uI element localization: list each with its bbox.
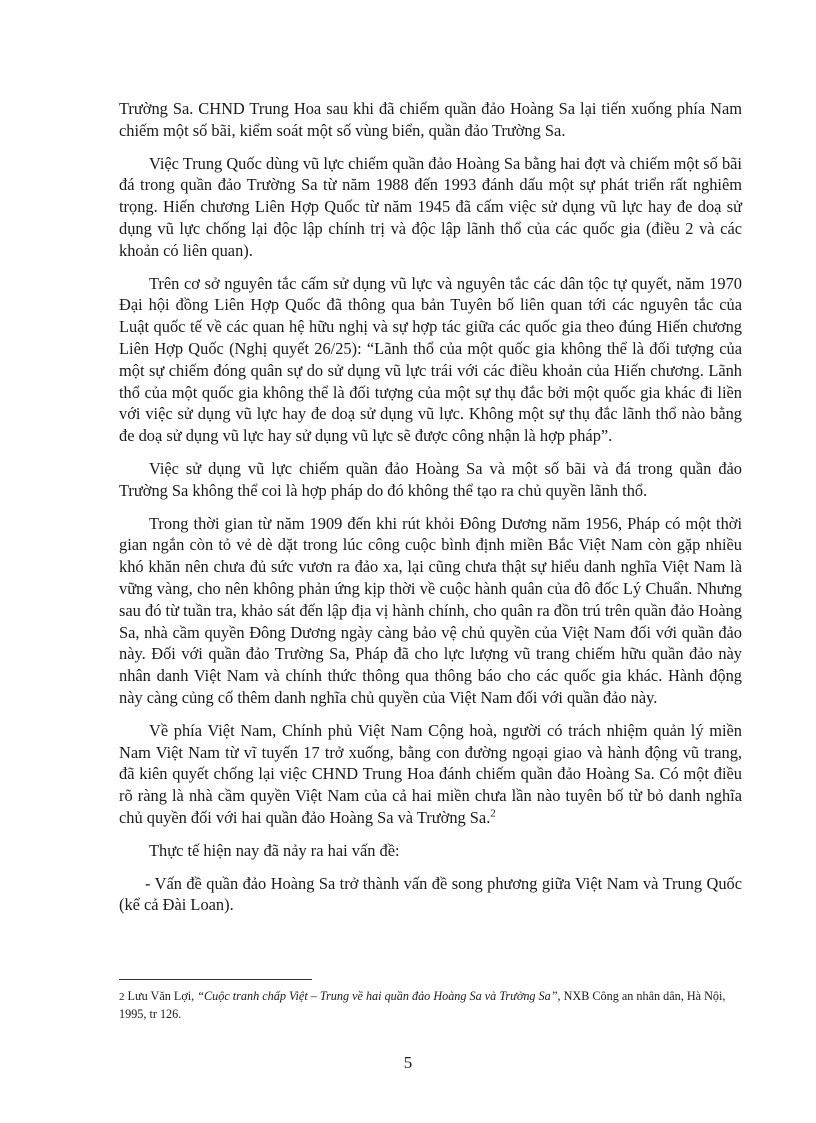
paragraph-6: [119, 720, 742, 829]
footnote-separator: [119, 979, 312, 980]
paragraph-5: Trong thời gian từ năm 1909 đến khi rút khỏi Đông Dương năm 1956, Pháp có một thời gian ngắn còn tỏ vẻ dè dặt trong lúc công cuộc bình định miền Bắc Việt Nam còn gặp nhiều khó khăn nên chưa đủ sức vươn ra đảo xa, lại cũng chưa thật sự hiểu danh nghĩa Việt Nam là vững vàng, cho nên không phản ứng kịp thời về cuộc hành quân của đô đốc Lý Chuẩn. Nhưng sau đó từ tuần tra, khảo sát đến lập địa vị hành chính, cho quân ra đồn trú trên quần đảo Hoàng Sa, nhà cầm quyền Đông Dương ngày càng bảo vệ chủ quyền của Việt Nam đối với quần đảo này. Đối với quần đảo Trường Sa, Pháp đã cho lực lượng vũ trang chiếm hữu quần đảo này nhân danh Việt Nam và chính thức thông qua thông báo cho các quốc gia khác. Hành động này càng củng cố thêm danh nghĩa chủ quyền của Việt Nam đối với quần đảo này.: [119, 513, 742, 707]
paragraph-1: Trường Sa. CHND Trung Hoa sau khi đã chiếm quần đảo Hoàng Sa lại tiến xuống phía Nam chiếm một số bãi, kiểm soát một số vùng biển, quần đảo Trường Sa.: [119, 99, 742, 140]
paragraph-2: Việc Trung Quốc dùng vũ lực chiếm quần đảo Hoàng Sa bằng hai đợt và chiếm một số bãi đá trong quần đảo Trường Sa từ năm 1988 đến 1993 đánh dấu một sự phát triển rất nghiêm trọng. Hiến chương Liên Hợp Quốc từ năm 1945 đã cấm việc sử dụng vũ lực hay đe doạ sử dụng vũ lực chống lại độc lập chính trị và độc lập lãnh thổ của các quốc gia (điều 2 và các khoản có liên quan).: [119, 153, 742, 260]
footnote-title: “Cuộc tranh chấp Việt – Trung về hai quần đảo Hoàng Sa và Trường Sa”: [197, 989, 558, 1003]
footnote-reference[interactable]: 2: [490, 807, 496, 820]
paragraph-7: Thực tế hiện nay đã nảy ra hai vấn đề:: [149, 840, 400, 860]
footnote-author: Lưu Văn Lợi,: [127, 989, 195, 1003]
footnote-publisher: , NXB Công an nhân dân, Hà Nội, 1995, tr 126.: [119, 989, 726, 1021]
bullet-item: - Vấn đề quần đảo Hoàng Sa trở thành vấn đề song phương giữa Việt Nam và Trung Quốc (kể cả Đài Loan).: [119, 873, 742, 915]
paragraph-4: Việc sử dụng vũ lực chiếm quần đảo Hoàng Sa và một số bãi và đá trong quần đảo Trường Sa không thể coi là hợp pháp do đó không thể tạo ra chủ quyền lãnh thổ.: [119, 458, 742, 500]
page-number: 5: [403, 1053, 413, 1072]
footnote-number: 2: [119, 991, 125, 1003]
footnote: [119, 988, 742, 1023]
paragraph-3: Trên cơ sở nguyên tắc cấm sử dụng vũ lực và nguyên tắc các dân tộc tự quyết, năm 1970 Đại hội đồng Liên Hợp Quốc đã thông qua bản Tuyên bố liên quan tới các nguyên tắc của Luật quốc tế về các quan hệ hữu nghị và sự hợp tác giữa các quốc gia theo đúng Hiến chương Liên Hợp Quốc (Nghị quyết 26/25): “Lãnh thổ của một quốc gia không thể là đối tượng của một sự chiếm đóng quân sự do sử dụng vũ lực trái với các điều khoản của Hiến chương. Lãnh thổ của một quốc gia không thể là đối tượng của một sự thụ đắc bởi một quốc gia khác đi liền với việc sử dụng vũ lực hay đe doạ sử dụng vũ lực. Không một sự thụ đắc lãnh thổ nào bằng đe doạ sử dụng vũ lực hay sử dụng vũ lực sẽ được công nhận là hợp pháp”.: [119, 273, 742, 446]
document-body: [119, 98, 742, 927]
paragraph-6-text: Về phía Việt Nam, Chính phủ Việt Nam Cộng hoà, người có trách nhiệm quản lý miền Nam Việt Nam từ vĩ tuyến 17 trở xuống, bằng con đường ngoại giao và hành động vũ trang, đã kiên quyết chống lại việc CHND Trung Hoa đánh chiếm quần đảo Hoàng Sa. Có một điều rõ ràng là nhà cầm quyền Việt Nam của cả hai miền chưa lần nào tuyên bố từ bỏ danh nghĩa chủ quyền đối với hai quần đảo Hoàng Sa và Trường Sa.: [119, 720, 742, 827]
